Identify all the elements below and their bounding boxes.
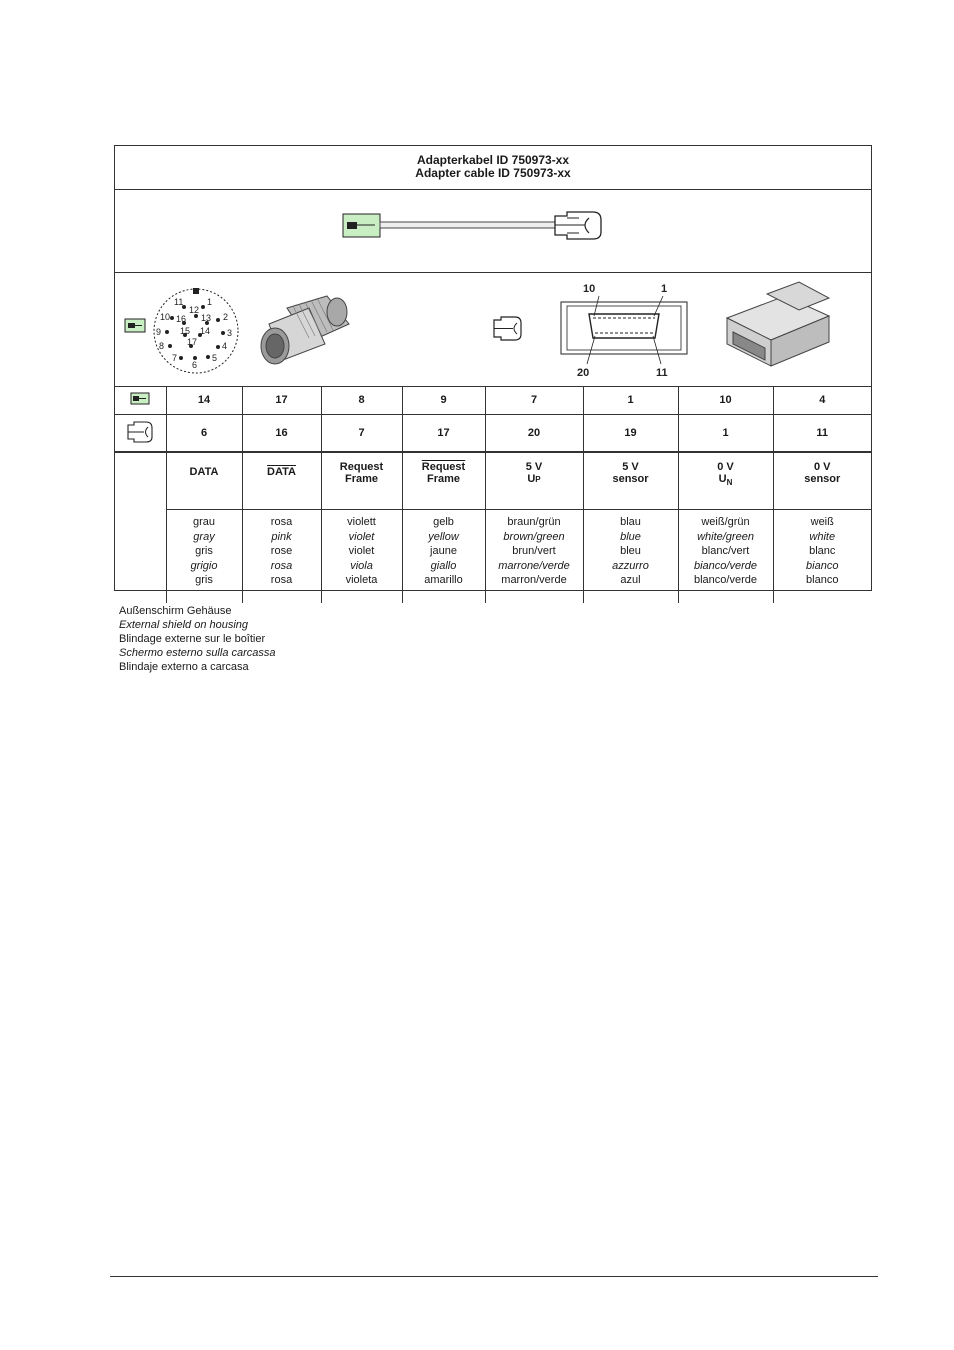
color-cell: grau gray gris grigio gris xyxy=(166,510,242,604)
pin-cell: 19 xyxy=(583,415,678,453)
male-connector-icon xyxy=(123,316,149,336)
table-row xyxy=(115,415,871,453)
pin-label: 6 xyxy=(192,360,198,370)
pin-label: 11 xyxy=(174,297,184,307)
signal-cell: 0 V sensor xyxy=(773,452,871,510)
pin-label: 4 xyxy=(222,341,228,351)
table-row xyxy=(115,452,871,510)
note-italian: Schermo esterno sulla carcassa xyxy=(119,647,276,659)
note-french: Blindage externe sur le boîtier xyxy=(119,633,266,645)
pin-label: 16 xyxy=(176,314,187,324)
round-connector-illustration xyxy=(247,294,355,374)
pin-label: 14 xyxy=(200,326,211,336)
color-cell: braun/grün brown/green brun/vert marrone/verde marron/verde xyxy=(485,510,583,604)
pin-label-bottom-left: 20 xyxy=(577,367,590,379)
color-cell: violett violet violet viola violeta xyxy=(321,510,402,604)
pin-cell: 14 xyxy=(166,386,242,415)
pin-label-bottom-right: 11 xyxy=(656,367,668,379)
row-header xyxy=(115,386,166,415)
pin-cell: 7 xyxy=(485,386,583,415)
pin-label: 2 xyxy=(223,312,229,322)
signal-cell: Request Frame xyxy=(402,452,485,510)
pin-cell: 17 xyxy=(402,415,485,453)
signal-cell: DATA xyxy=(242,452,321,510)
cable-illustration-row xyxy=(115,190,871,273)
pin-label: 8 xyxy=(159,341,165,351)
note-spanish: Blindaje externo a carcasa xyxy=(119,661,249,673)
adapter-cable-icon xyxy=(335,204,615,258)
pin-label: 3 xyxy=(227,328,233,338)
signal-cell: Request Frame xyxy=(321,452,402,510)
male-connector-icon xyxy=(129,391,151,407)
signal-cell: 5 V sensor xyxy=(583,452,678,510)
note-english: External shield on housing xyxy=(119,619,249,631)
pin-cell: 1 xyxy=(678,415,773,453)
ribbon-connector-illustration xyxy=(719,280,839,372)
connector-row xyxy=(115,272,871,387)
pin-label: 5 xyxy=(212,353,218,363)
pin-label: 12 xyxy=(189,305,200,315)
signal-cell: DATA xyxy=(166,452,242,510)
pin-label-top-left: 10 xyxy=(583,283,596,295)
pin-label: 7 xyxy=(172,353,178,363)
signal-cell: 5 V UP xyxy=(485,452,583,510)
pin-cell: 6 xyxy=(166,415,242,453)
pin-cell: 1 xyxy=(583,386,678,415)
color-cell: weiß white blanc bianco blanco xyxy=(773,510,871,604)
color-cell: gelb yellow jaune giallo amarillo xyxy=(402,510,485,604)
pin-label: 1 xyxy=(207,297,213,307)
pin-cell: 7 xyxy=(321,415,402,453)
pin-cell: 9 xyxy=(402,386,485,415)
table-row xyxy=(115,510,871,604)
title-german: Adapterkabel ID 750973-xx xyxy=(416,153,570,167)
pin-label: 13 xyxy=(201,313,212,323)
pin-cell: 16 xyxy=(242,415,321,453)
table-row xyxy=(115,386,871,415)
note-german: Außenschirm Gehäuse xyxy=(119,605,232,617)
color-cell: blau blue bleu azzurro azul xyxy=(583,510,678,604)
pin-cell: 8 xyxy=(321,386,402,415)
title-english: Adapter cable ID 750973-xx xyxy=(415,166,571,180)
rectangular-connector-pinout xyxy=(555,278,695,382)
pin-cell: 4 xyxy=(773,386,871,415)
shield-notes xyxy=(119,604,276,674)
female-connector-icon xyxy=(124,419,156,445)
pin-label: 10 xyxy=(160,312,171,322)
table-title xyxy=(115,146,871,190)
color-cell: weiß/grün white/green blanc/vert bianco/verde blanco/verde xyxy=(678,510,773,604)
pin-label-top-right: 1 xyxy=(661,283,668,295)
pin-label: 15 xyxy=(180,326,191,336)
row-header xyxy=(115,415,166,453)
pin-label: 9 xyxy=(156,327,162,337)
pin-cell: 11 xyxy=(773,415,871,453)
color-cell: rosa pink rose rosa rosa xyxy=(242,510,321,604)
pin-assignment-table xyxy=(115,386,871,603)
pin-cell: 10 xyxy=(678,386,773,415)
round-connector-pinout xyxy=(151,286,241,376)
pin-cell: 17 xyxy=(242,386,321,415)
pin-cell: 20 xyxy=(485,415,583,453)
female-connector-icon xyxy=(489,314,527,344)
pinout-table xyxy=(114,145,872,591)
pin-label: 17 xyxy=(187,337,198,347)
footer-divider xyxy=(110,1276,878,1277)
signal-cell: 0 V $U_N$ xyxy=(678,452,773,510)
